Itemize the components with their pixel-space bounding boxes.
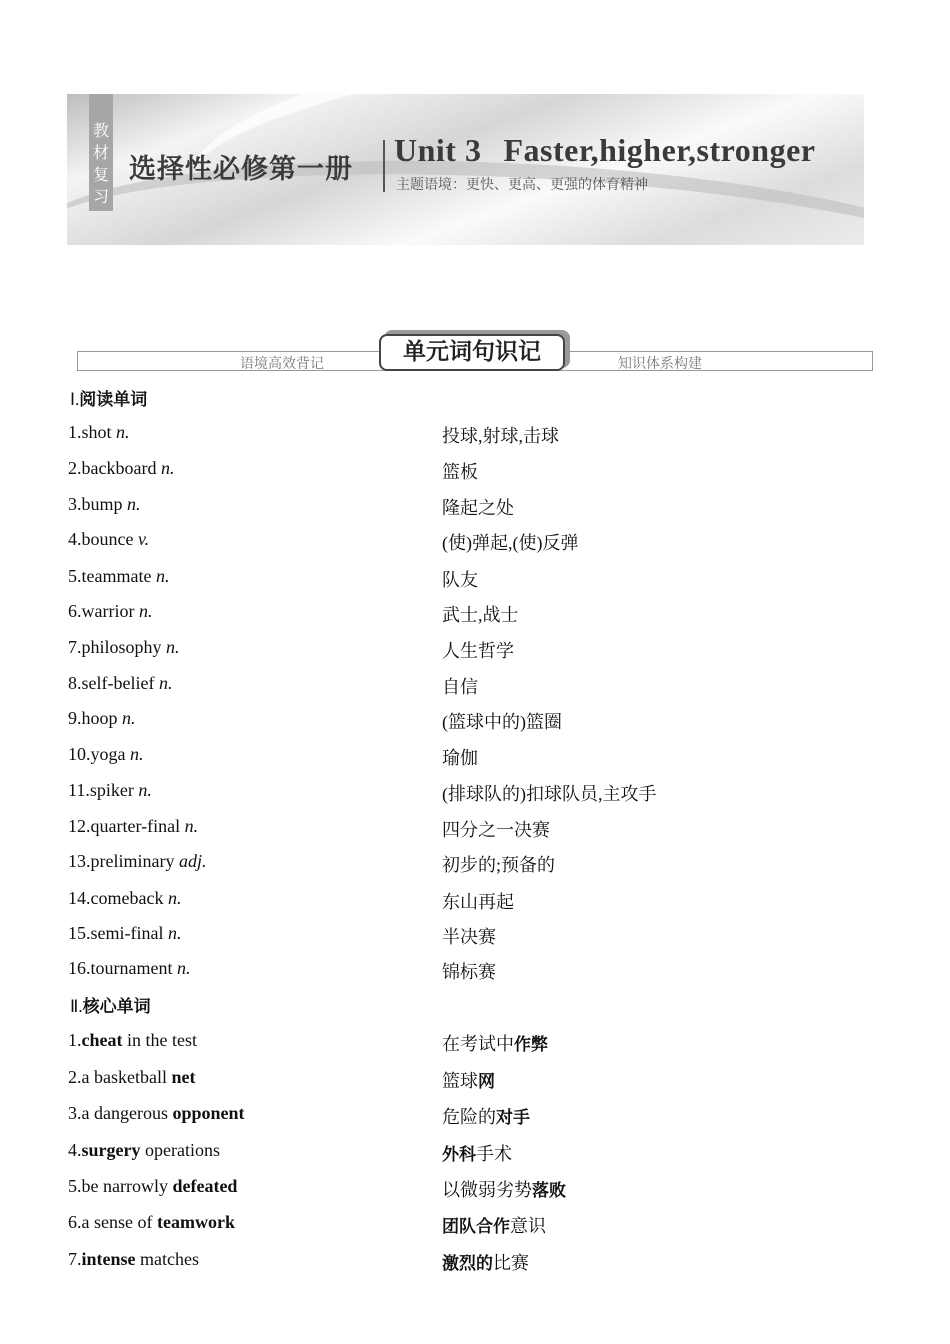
key-word: surgery xyxy=(81,1140,141,1160)
part-of-speech: n. xyxy=(176,958,191,978)
word-meaning: 篮板 xyxy=(442,462,478,482)
word-meaning: 自信 xyxy=(442,677,478,697)
word-meaning: 初步的;预备的 xyxy=(442,855,556,875)
translation-key: 网 xyxy=(478,1072,495,1092)
core-words-heading: Ⅱ.核心单词 xyxy=(70,997,151,1017)
word-text: bounce xyxy=(81,529,134,549)
phrase-prefix: a sense of xyxy=(81,1212,157,1232)
word-text: quarter-final xyxy=(90,816,181,836)
phrase-number: 2. xyxy=(68,1067,82,1087)
core-phrase-entry xyxy=(68,1067,195,1088)
word-number: 12. xyxy=(68,816,91,836)
section-right-label: 知识体系构建 xyxy=(618,356,702,372)
reading-word-entry xyxy=(68,529,149,550)
phrase-suffix: operations xyxy=(140,1140,220,1160)
reading-word-entry xyxy=(68,958,190,979)
part-of-speech: n. xyxy=(138,780,152,800)
reading-word-entry xyxy=(68,923,181,944)
part-of-speech: n. xyxy=(116,422,130,442)
translation-suffix: 手术 xyxy=(476,1144,512,1164)
word-number: 6. xyxy=(68,601,82,621)
word-text: spiker xyxy=(89,780,134,800)
word-text: semi-final xyxy=(90,923,164,943)
phrase-suffix: matches xyxy=(135,1249,199,1269)
translation-key: 对手 xyxy=(496,1108,530,1128)
phrase-prefix: be narrowly xyxy=(81,1176,173,1196)
phrase-translation xyxy=(442,1176,566,1202)
core-phrase-entry xyxy=(68,1212,235,1233)
translation-key: 团队合作 xyxy=(442,1217,510,1237)
word-meaning: 东山再起 xyxy=(442,892,514,912)
word-number: 15. xyxy=(68,923,91,943)
translation-key: 激烈的 xyxy=(442,1254,493,1274)
word-number: 7. xyxy=(68,637,82,657)
word-number: 10. xyxy=(68,744,91,764)
word-meaning: 武士,战士 xyxy=(442,605,519,625)
word-number: 4. xyxy=(68,529,82,549)
phrase-number: 1. xyxy=(68,1030,82,1050)
part-of-speech: n. xyxy=(127,494,141,514)
translation-suffix: 意识 xyxy=(510,1216,546,1236)
translation-key: 落败 xyxy=(532,1181,566,1201)
word-number: 3. xyxy=(68,494,82,514)
word-number: 14. xyxy=(68,888,91,908)
core-phrase-entry xyxy=(68,1103,245,1124)
phrase-number: 6. xyxy=(68,1212,82,1232)
word-meaning: 隆起之处 xyxy=(442,498,514,518)
reading-word-entry xyxy=(68,816,198,837)
part-of-speech: n. xyxy=(167,888,182,908)
word-number: 5. xyxy=(68,566,82,586)
word-text: preliminary xyxy=(90,851,175,871)
translation-suffix: 比赛 xyxy=(493,1253,529,1273)
word-text: tournament xyxy=(90,958,173,978)
part-of-speech: n. xyxy=(122,708,136,728)
word-number: 16. xyxy=(68,958,91,978)
phrase-translation xyxy=(442,1212,546,1238)
phrase-translation xyxy=(442,1030,548,1056)
part-of-speech: n. xyxy=(184,816,199,836)
core-phrase-entry xyxy=(68,1030,197,1051)
word-number: 8. xyxy=(68,673,82,693)
word-text: self-belief xyxy=(81,673,155,693)
word-text: teammate xyxy=(81,566,152,586)
key-word: intense xyxy=(81,1249,136,1269)
book-title: 选择性必修第一册 xyxy=(129,154,353,185)
word-text: yoga xyxy=(90,744,126,764)
reading-word-entry xyxy=(68,851,207,872)
core-phrase-entry xyxy=(68,1249,199,1270)
part-of-speech: adj. xyxy=(178,851,207,871)
translation-key: 外科 xyxy=(442,1145,476,1165)
phrase-number: 7. xyxy=(68,1249,82,1269)
phrase-suffix: in the test xyxy=(122,1030,197,1050)
word-text: philosophy xyxy=(81,637,162,657)
header-banner xyxy=(67,94,864,245)
section-badge: 单元词句识记 xyxy=(379,334,565,371)
word-text: bump xyxy=(81,494,123,514)
word-meaning: 锦标赛 xyxy=(442,962,496,982)
reading-word-entry xyxy=(68,566,169,587)
translation-prefix: 篮球 xyxy=(442,1071,478,1091)
key-word: net xyxy=(171,1067,196,1087)
reading-word-entry xyxy=(68,422,130,443)
phrase-translation xyxy=(442,1067,495,1093)
reading-word-entry xyxy=(68,708,136,729)
word-meaning: 半决赛 xyxy=(442,927,496,947)
reading-word-entry xyxy=(68,637,180,658)
key-word: teamwork xyxy=(156,1212,235,1232)
phrase-number: 5. xyxy=(68,1176,82,1196)
part-of-speech: n. xyxy=(160,458,175,478)
key-word: opponent xyxy=(172,1103,245,1123)
word-text: shot xyxy=(81,422,112,442)
part-of-speech: n. xyxy=(138,601,153,621)
unit-label: Unit 3 xyxy=(394,132,482,168)
core-phrase-entry xyxy=(68,1140,220,1161)
unit-name: Faster,higher,stronger xyxy=(503,132,816,168)
phrase-translation xyxy=(442,1103,530,1129)
reading-word-entry xyxy=(68,673,172,694)
translation-key: 作弊 xyxy=(514,1035,548,1055)
word-meaning: (排球队的)扣球队员,主攻手 xyxy=(442,784,657,804)
core-phrase-entry xyxy=(68,1176,237,1197)
word-meaning: 队友 xyxy=(442,570,478,590)
part-of-speech: n. xyxy=(155,566,170,586)
reading-word-entry xyxy=(68,601,152,622)
word-meaning: 投球,射球,击球 xyxy=(442,426,559,446)
phrase-number: 3. xyxy=(68,1103,82,1123)
title-divider xyxy=(383,140,385,192)
word-number: 9. xyxy=(68,708,82,728)
word-text: comeback xyxy=(90,888,164,908)
word-text: warrior xyxy=(81,601,135,621)
part-of-speech: n. xyxy=(166,637,180,657)
word-number: 13. xyxy=(68,851,91,871)
reading-word-entry xyxy=(68,744,144,765)
word-meaning: (使)弹起,(使)反弹 xyxy=(442,533,579,553)
reading-word-entry xyxy=(68,458,174,479)
word-number: 1. xyxy=(68,422,82,442)
reading-word-entry xyxy=(68,888,181,909)
part-of-speech: n. xyxy=(158,673,173,693)
phrase-prefix: a dangerous xyxy=(81,1103,173,1123)
phrase-translation xyxy=(442,1249,529,1275)
key-word: cheat xyxy=(81,1030,123,1050)
phrase-number: 4. xyxy=(68,1140,82,1160)
theme-context: 主题语境：更快、更高、更强的体育精神 xyxy=(396,177,648,193)
word-number: 11. xyxy=(68,780,90,800)
translation-prefix: 以微弱劣势 xyxy=(442,1180,532,1200)
part-of-speech: n. xyxy=(130,744,144,764)
word-text: hoop xyxy=(81,708,118,728)
word-text: backboard xyxy=(81,458,157,478)
phrase-prefix: a basketball xyxy=(81,1067,172,1087)
word-meaning: (篮球中的)篮圈 xyxy=(442,712,562,732)
part-of-speech: v. xyxy=(137,529,150,549)
word-meaning: 人生哲学 xyxy=(442,641,514,661)
part-of-speech: n. xyxy=(167,923,182,943)
section-left-label: 语境高效背记 xyxy=(240,356,324,372)
word-meaning: 四分之一决赛 xyxy=(442,820,550,840)
key-word: defeated xyxy=(172,1176,238,1196)
word-number: 2. xyxy=(68,458,82,478)
translation-prefix: 危险的 xyxy=(442,1107,496,1127)
reading-words-heading: Ⅰ.阅读单词 xyxy=(70,390,148,410)
word-meaning: 瑜伽 xyxy=(442,748,478,768)
unit-title xyxy=(394,132,815,169)
reading-word-entry xyxy=(68,494,141,515)
reading-word-entry xyxy=(68,780,152,801)
phrase-translation xyxy=(442,1140,512,1166)
translation-prefix: 在考试中 xyxy=(442,1034,514,1054)
textbook-review-tag: 教 材 复 习 xyxy=(89,94,113,211)
